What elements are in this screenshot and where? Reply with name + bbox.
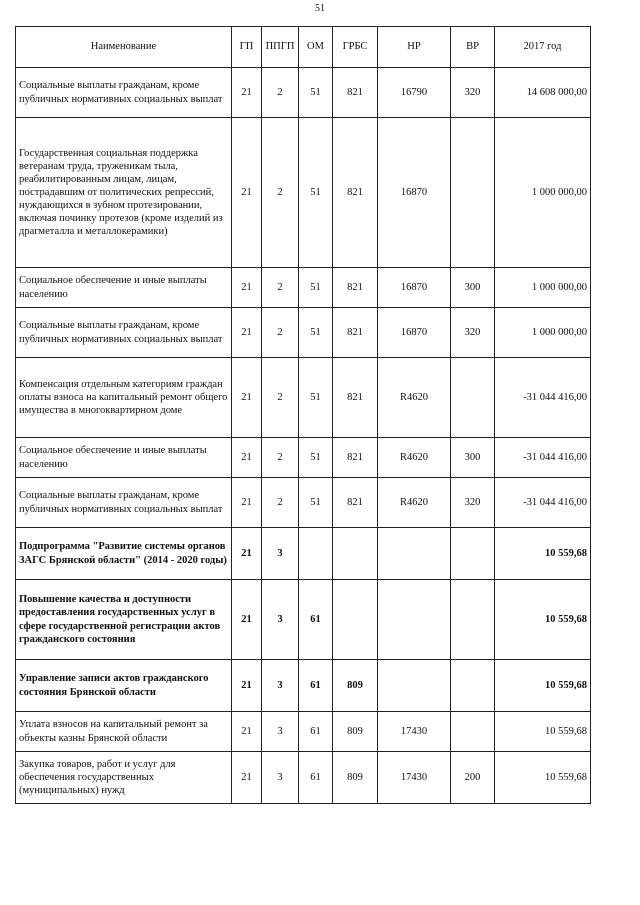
cell-name: Повышение качества и доступности предоставления государственных услуг в сфере государственной регистрации актов гражданского состояния: [16, 580, 232, 660]
cell-nr: R4620: [378, 478, 451, 528]
cell-ppgp: 2: [262, 358, 299, 438]
cell-amount: -31 044 416,00: [495, 438, 591, 478]
cell-grbs: 821: [333, 308, 378, 358]
cell-om: 51: [299, 438, 333, 478]
cell-grbs: 809: [333, 712, 378, 752]
table-row: [16, 660, 591, 712]
cell-vr: 320: [451, 308, 495, 358]
cell-grbs: 821: [333, 358, 378, 438]
cell-ppgp: 3: [262, 752, 299, 804]
cell-name: Уплата взносов на капитальный ремонт за объекты казны Брянской области: [16, 712, 232, 752]
table-row: [16, 528, 591, 580]
table-row: [16, 68, 591, 118]
cell-name: Компенсация отдельным категориям граждан оплаты взноса на капитальный ремонт общего имущества в многоквартирном доме: [16, 358, 232, 438]
cell-name: Государственная социальная поддержка ветеранам труда, труженикам тыла, реабилитированным лицам, лицам, пострадавшим от политических репрессий, нуждающихся в зубном протезировании, включая починку протезов (кроме изделий из драгметалла и металлокерамики): [16, 118, 232, 268]
cell-om: 61: [299, 580, 333, 660]
cell-grbs: 809: [333, 660, 378, 712]
cell-grbs: 821: [333, 68, 378, 118]
header-nr: НР: [378, 27, 451, 68]
cell-grbs: 821: [333, 268, 378, 308]
cell-grbs: 809: [333, 752, 378, 804]
table-row: [16, 308, 591, 358]
cell-amount: 10 559,68: [495, 712, 591, 752]
cell-om: 51: [299, 358, 333, 438]
cell-om: 51: [299, 268, 333, 308]
cell-om: 51: [299, 478, 333, 528]
cell-gp: 21: [232, 712, 262, 752]
cell-gp: 21: [232, 438, 262, 478]
cell-gp: 21: [232, 660, 262, 712]
header-vr: ВР: [451, 27, 495, 68]
cell-name: Социальные выплаты гражданам, кроме публичных нормативных социальных выплат: [16, 308, 232, 358]
cell-amount: 14 608 000,00: [495, 68, 591, 118]
cell-om: 51: [299, 308, 333, 358]
cell-om: 51: [299, 68, 333, 118]
header-amount: 2017 год: [495, 27, 591, 68]
table-row: [16, 358, 591, 438]
cell-vr: [451, 118, 495, 268]
header-om: ОМ: [299, 27, 333, 68]
cell-vr: [451, 580, 495, 660]
cell-gp: 21: [232, 308, 262, 358]
cell-grbs: [333, 528, 378, 580]
cell-om: 61: [299, 660, 333, 712]
cell-nr: R4620: [378, 438, 451, 478]
cell-vr: 200: [451, 752, 495, 804]
table-row: [16, 712, 591, 752]
cell-gp: 21: [232, 580, 262, 660]
cell-ppgp: 2: [262, 68, 299, 118]
cell-ppgp: 2: [262, 438, 299, 478]
cell-vr: [451, 528, 495, 580]
cell-ppgp: 2: [262, 308, 299, 358]
cell-gp: 21: [232, 752, 262, 804]
cell-ppgp: 3: [262, 660, 299, 712]
table-row: [16, 118, 591, 268]
cell-gp: 21: [232, 268, 262, 308]
table-row: [16, 580, 591, 660]
cell-name: Социальное обеспечение и иные выплаты населению: [16, 268, 232, 308]
cell-name: Социальные выплаты гражданам, кроме публичных нормативных социальных выплат: [16, 478, 232, 528]
budget-table: [15, 26, 591, 804]
cell-nr: 16870: [378, 308, 451, 358]
table-row: [16, 478, 591, 528]
header-grbs: ГРБС: [333, 27, 378, 68]
cell-nr: [378, 660, 451, 712]
cell-amount: -31 044 416,00: [495, 358, 591, 438]
cell-nr: 16870: [378, 118, 451, 268]
cell-nr: [378, 580, 451, 660]
cell-ppgp: 2: [262, 478, 299, 528]
cell-om: 51: [299, 118, 333, 268]
cell-name: Социальные выплаты гражданам, кроме публичных нормативных социальных выплат: [16, 68, 232, 118]
cell-grbs: 821: [333, 478, 378, 528]
cell-grbs: 821: [333, 438, 378, 478]
cell-om: [299, 528, 333, 580]
cell-om: 61: [299, 752, 333, 804]
cell-amount: 1 000 000,00: [495, 268, 591, 308]
cell-name: Управление записи актов гражданского состояния Брянской области: [16, 660, 232, 712]
cell-ppgp: 3: [262, 712, 299, 752]
cell-amount: 1 000 000,00: [495, 118, 591, 268]
cell-nr: 17430: [378, 712, 451, 752]
cell-amount: 10 559,68: [495, 528, 591, 580]
cell-gp: 21: [232, 478, 262, 528]
table-header-row: [16, 27, 591, 68]
cell-name: Подпрограмма "Развитие системы органов ЗАГС Брянской области" (2014 - 2020 годы): [16, 528, 232, 580]
cell-nr: [378, 528, 451, 580]
table-row: [16, 752, 591, 804]
cell-vr: 320: [451, 478, 495, 528]
cell-gp: 21: [232, 358, 262, 438]
cell-grbs: 821: [333, 118, 378, 268]
header-gp: ГП: [232, 27, 262, 68]
cell-amount: 10 559,68: [495, 752, 591, 804]
cell-vr: [451, 712, 495, 752]
table-row: [16, 268, 591, 308]
cell-amount: 1 000 000,00: [495, 308, 591, 358]
cell-om: 61: [299, 712, 333, 752]
cell-name: Социальное обеспечение и иные выплаты населению: [16, 438, 232, 478]
cell-nr: 16790: [378, 68, 451, 118]
cell-grbs: [333, 580, 378, 660]
cell-nr: 17430: [378, 752, 451, 804]
cell-vr: 300: [451, 438, 495, 478]
cell-gp: 21: [232, 528, 262, 580]
cell-gp: 21: [232, 68, 262, 118]
cell-vr: 300: [451, 268, 495, 308]
cell-ppgp: 3: [262, 528, 299, 580]
cell-vr: [451, 358, 495, 438]
cell-ppgp: 2: [262, 268, 299, 308]
cell-amount: 10 559,68: [495, 580, 591, 660]
cell-name: Закупка товаров, работ и услуг для обеспечения государственных (муниципальных) нужд: [16, 752, 232, 804]
cell-gp: 21: [232, 118, 262, 268]
cell-vr: [451, 660, 495, 712]
cell-amount: -31 044 416,00: [495, 478, 591, 528]
header-name: Наименование: [16, 27, 232, 68]
cell-amount: 10 559,68: [495, 660, 591, 712]
page-number: 51: [315, 3, 325, 14]
header-ppgp: ППГП: [262, 27, 299, 68]
cell-ppgp: 3: [262, 580, 299, 660]
cell-vr: 320: [451, 68, 495, 118]
cell-ppgp: 2: [262, 118, 299, 268]
cell-nr: R4620: [378, 358, 451, 438]
cell-nr: 16870: [378, 268, 451, 308]
table-row: [16, 438, 591, 478]
